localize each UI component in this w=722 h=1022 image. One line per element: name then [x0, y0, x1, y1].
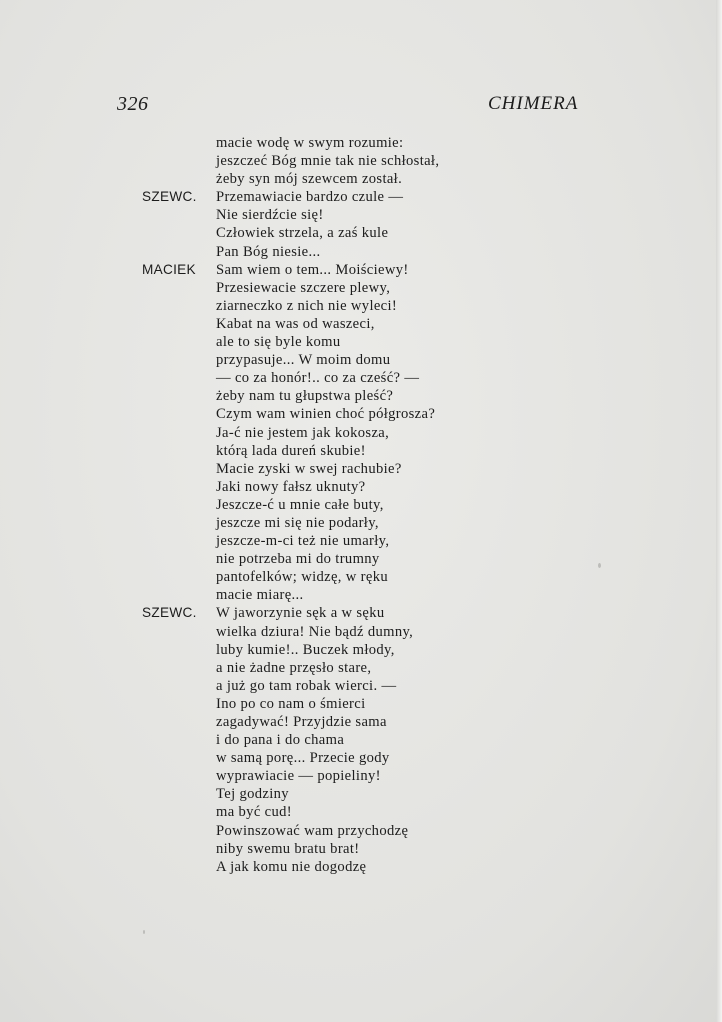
verse-text: i do pana i do chama — [216, 732, 345, 749]
paper-speck — [143, 930, 145, 934]
verse-text: Sam wiem o tem... Moiściewy! — [216, 261, 409, 278]
verse-text: Ino po co nam o śmierci — [216, 695, 366, 712]
verse-text: którą lada dureń skubie! — [216, 442, 366, 459]
verse-text: luby kumie!.. Buczek młody, — [216, 641, 395, 658]
verse-line — [0, 369, 722, 387]
verse-text: Tej godziny — [216, 786, 289, 803]
verse-line — [0, 641, 722, 659]
verse-text: Jaki nowy fałsz uknuty? — [216, 478, 366, 495]
verse-line — [0, 315, 722, 333]
verse-text: jeszczeć Bóg mnie tak nie schłostał, — [216, 153, 440, 170]
verse-line — [0, 731, 722, 749]
verse-text: Ja-ć nie jestem jak kokosza, — [216, 424, 390, 441]
verse-line — [0, 496, 722, 514]
verse-line — [0, 785, 722, 803]
verse-text: pantofelków; widzę, w ręku — [216, 569, 389, 586]
verse-text: jeszcze-m-ci też nie umarły, — [216, 533, 390, 550]
verse-line — [0, 333, 722, 351]
speaker-name: SZEWC. — [142, 189, 197, 205]
verse-text: Powinszować wam przychodzę — [216, 822, 409, 839]
verse-text: ma być cud! — [216, 804, 292, 821]
verse-line — [0, 170, 722, 188]
verse-line — [0, 188, 722, 206]
verse-line — [0, 134, 722, 152]
verse-line — [0, 677, 722, 695]
verse-text: wielka dziura! Nie bądź dumny, — [216, 623, 414, 640]
verse-text: ale to się byle komu — [216, 334, 341, 351]
verse-line — [0, 243, 722, 261]
verse-text: macie miarę... — [216, 587, 304, 604]
verse-text: — co za honór!.. co za cześć? — — [216, 370, 420, 387]
verse-line — [0, 767, 722, 785]
verse-text: Jeszcze-ć u mnie całe buty, — [216, 496, 384, 513]
verse-line — [0, 279, 722, 297]
verse-line — [0, 424, 722, 442]
verse-line — [0, 749, 722, 767]
verse-line — [0, 586, 722, 604]
verse-line — [0, 604, 722, 622]
verse-line — [0, 224, 722, 242]
verse-text: Pan Bóg niesie... — [216, 243, 321, 260]
verse-text: a już go tam robak wierci. — — [216, 677, 397, 694]
verse-text: Nie sierdźcie się! — [216, 207, 324, 224]
verse-line — [0, 387, 722, 405]
verse-text: wyprawiacie — popieliny! — [216, 768, 381, 785]
verse-text: zagadywać! Przyjdzie sama — [216, 714, 387, 730]
verse-text: macie wodę w swym rozumie: — [216, 135, 404, 151]
verse-line — [0, 659, 722, 677]
verse-text: A jak komu nie dogodzę — [216, 858, 367, 875]
verse-line — [0, 858, 722, 876]
verse-text: niby swemu bratu brat! — [216, 840, 360, 857]
speaker-name: MACIEK — [142, 261, 196, 277]
verse-line — [0, 514, 722, 532]
verse-text: Człowiek strzela, a zaś kule — [216, 225, 389, 242]
verse-line — [0, 822, 722, 840]
verse-line — [0, 550, 722, 568]
verse-line — [0, 405, 722, 423]
verse-block — [0, 134, 722, 876]
verse-text: nie potrzeba mi do trumny — [216, 551, 380, 568]
verse-text: żeby syn mój szewcem został. — [216, 171, 403, 188]
verse-line — [0, 206, 722, 224]
page-number: 326 — [117, 93, 149, 115]
verse-line — [0, 261, 722, 279]
verse-text: przypasuje... W moim domu — [216, 352, 391, 369]
verse-text: w samą porę... Przecie gody — [216, 750, 390, 767]
verse-text: a nie żadne przęsło stare, — [216, 659, 372, 676]
verse-line — [0, 803, 722, 821]
verse-text: ziarneczko z nich nie wyleci! — [216, 297, 398, 314]
verse-line — [0, 713, 722, 731]
verse-text: jeszcze mi się nie podarły, — [216, 514, 379, 531]
verse-line — [0, 297, 722, 315]
verse-line — [0, 442, 722, 460]
verse-text: Przesiewacie szczere plewy, — [216, 279, 391, 296]
verse-text: Kabat na was od waszeci, — [216, 315, 375, 332]
speaker-name: SZEWC. — [142, 605, 197, 621]
verse-line — [0, 478, 722, 496]
verse-line — [0, 840, 722, 858]
verse-text: Przemawiacie bardzo czule — — [216, 189, 404, 206]
verse-line — [0, 351, 722, 369]
verse-text: Macie zyski w swej rachubie? — [216, 460, 402, 477]
verse-text: Czym wam winien choć półgrosza? — [216, 406, 436, 423]
verse-line — [0, 623, 722, 641]
verse-line — [0, 568, 722, 586]
verse-line — [0, 532, 722, 550]
verse-text: W jaworzynie sęk a w sęku — [216, 605, 385, 622]
verse-line — [0, 460, 722, 478]
verse-text: żeby nam tu głupstwa pleść? — [216, 388, 394, 405]
running-head: CHIMERA — [488, 93, 579, 114]
verse-line — [0, 695, 722, 713]
verse-line — [0, 152, 722, 170]
